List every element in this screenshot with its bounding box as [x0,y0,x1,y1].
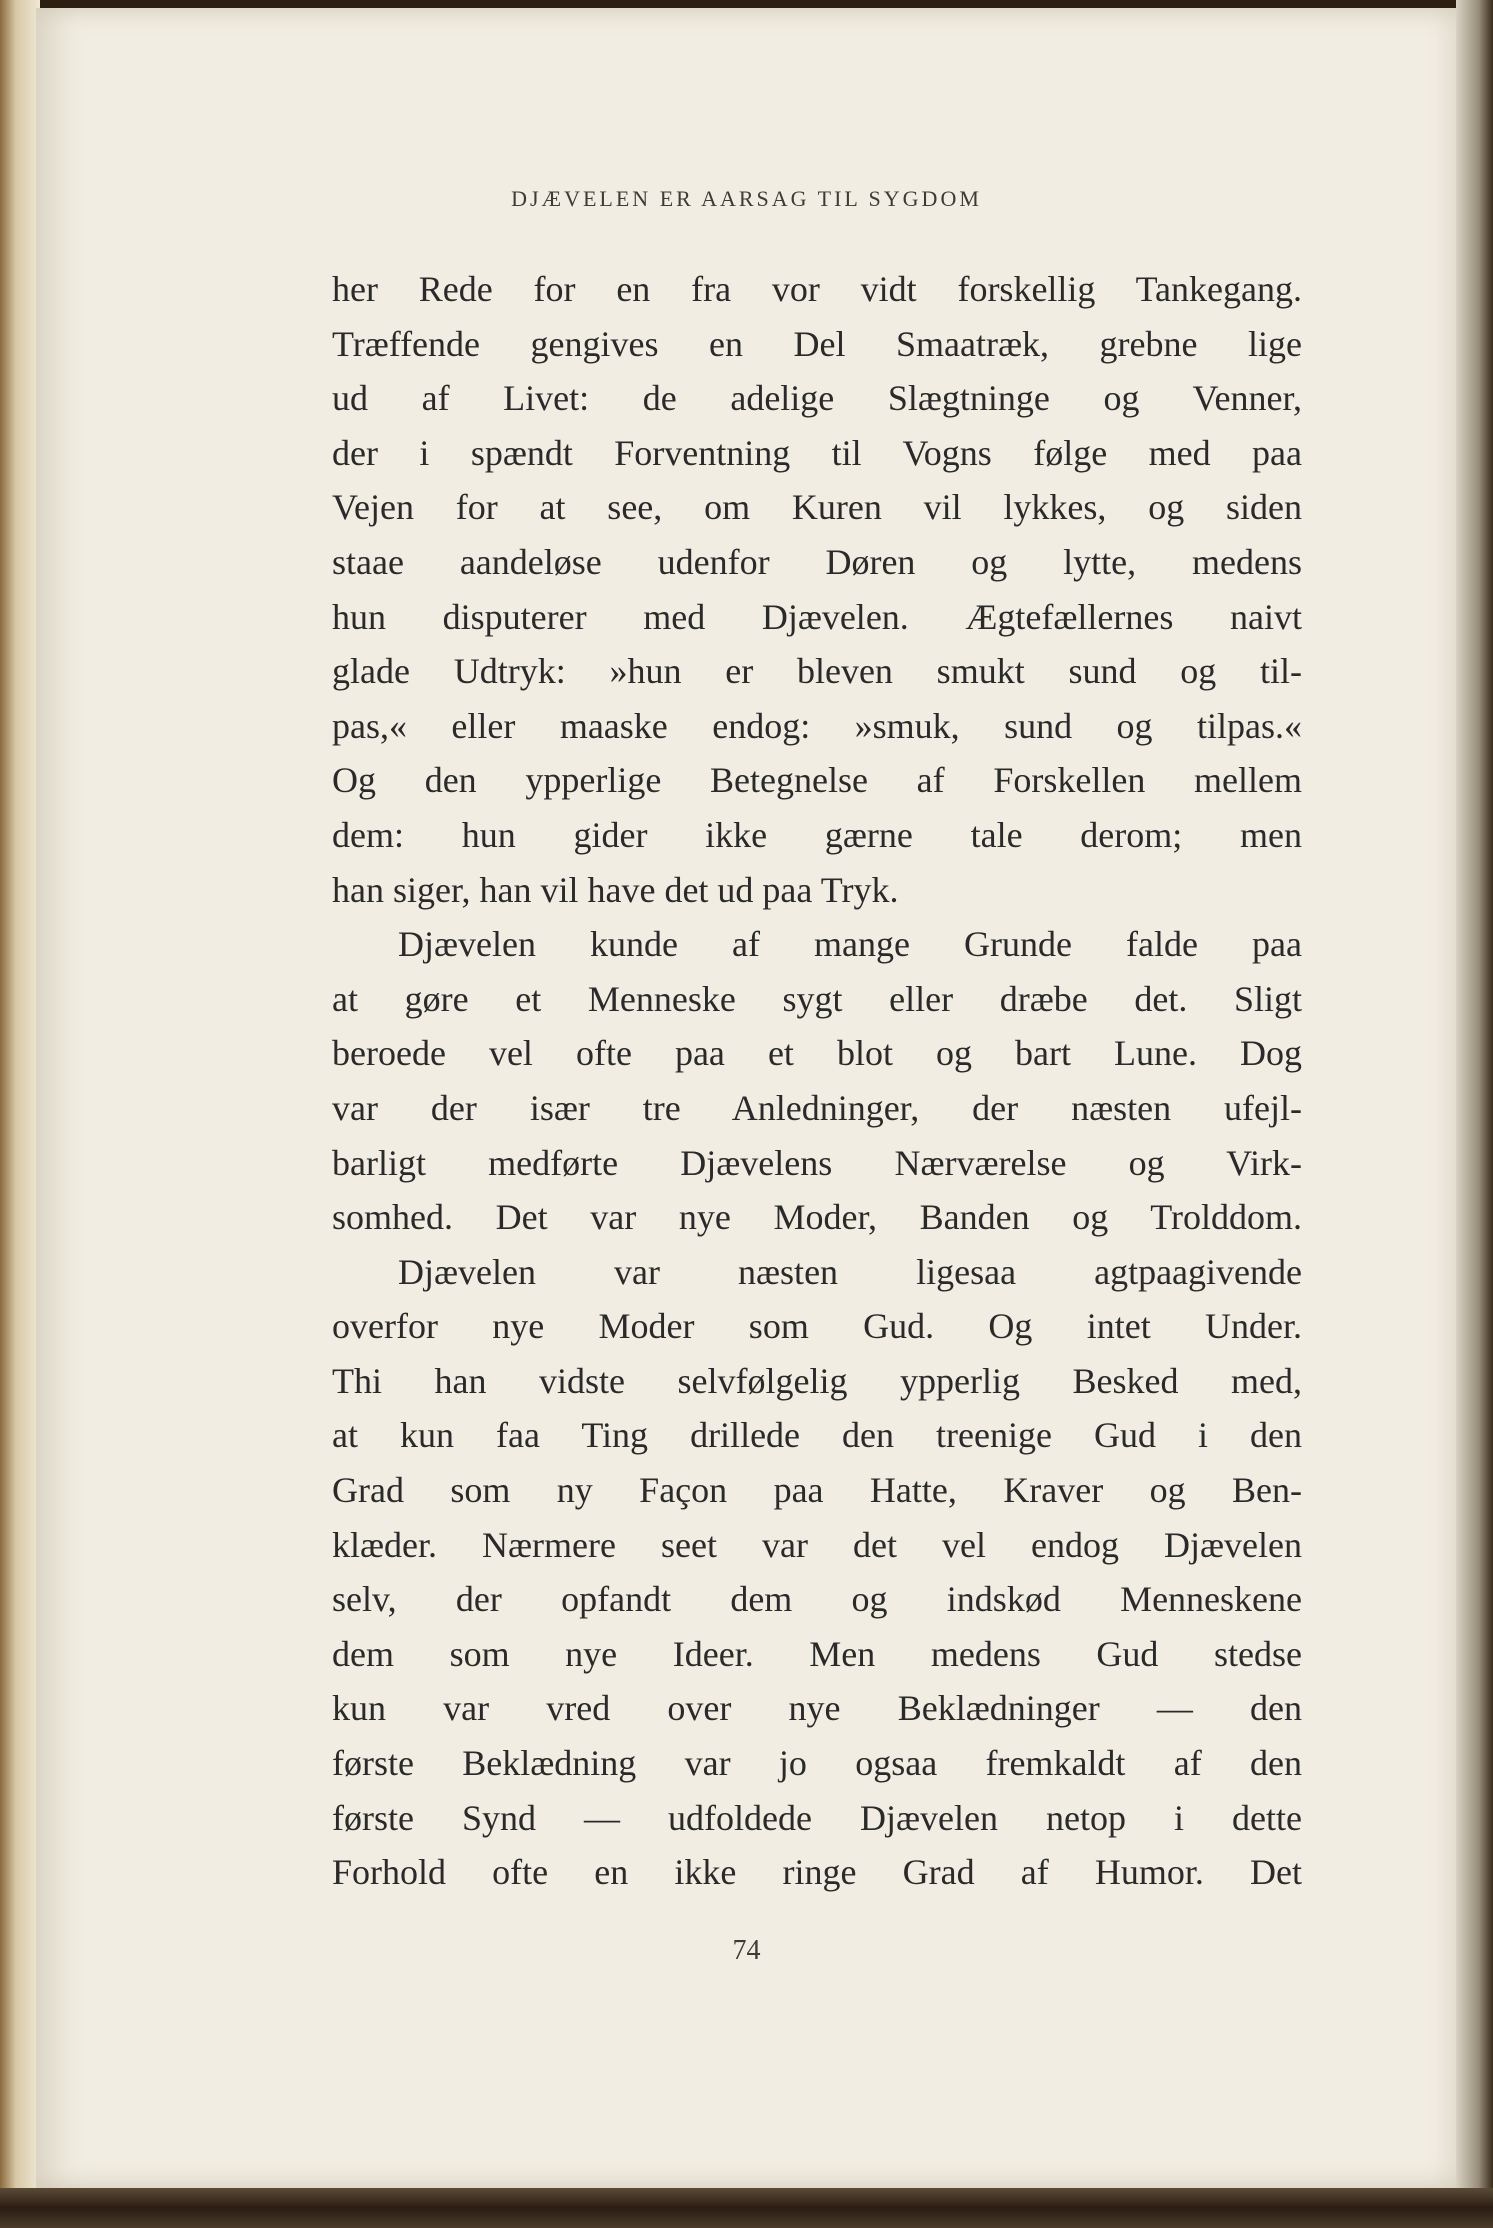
text-line: dem som nye Ideer. Men medens Gud stedse [332,1633,1302,1674]
text-line: første Beklædning var jo ogsaa fremkaldt af den [332,1743,1302,1784]
text-line: var der især tre Anledninger, der næsten ufejl- [332,1087,1302,1128]
text-line: kun var vred over nye Beklædninger — den [332,1688,1302,1729]
book-spine [0,0,40,2228]
text-line: pas,« eller maaske endog: »smuk, sund og tilpas.« [332,705,1302,746]
text-line: selv, der opfandt dem og indskød Menneskene [332,1579,1302,1620]
text-line: barligt medførte Djævelens Nærværelse og Virk- [332,1142,1302,1183]
text-line: første Synd — udfoldede Djævelen netop i dette [332,1797,1302,1838]
text-line: at gøre et Menneske sygt eller dræbe det. Sligt [332,978,1302,1019]
text-line: at kun faa Ting drillede den treenige Gud i den [332,1415,1302,1456]
running-head: DJÆVELEN ER AARSAG TIL SYGDOM [511,186,982,211]
text-line: Forhold ofte en ikke ringe Grad af Humor. Det [332,1852,1302,1893]
text-line: ud af Livet: de adelige Slægtninge og Venner, [332,378,1302,419]
text-line: Vejen for at see, om Kuren vil lykkes, og siden [332,487,1302,528]
text-line: Djævelen var næsten ligesaa agtpaagivende [398,1251,1302,1292]
page-edge-right [1456,0,1493,2228]
text-line: klæder. Nærmere seet var det vel endog Djævelen [332,1524,1302,1565]
text-line: somhed. Det var nye Moder, Banden og Trolddom. [332,1197,1302,1238]
text-line: Thi han vidste selvfølgelig ypperlig Besked med, [332,1360,1302,1401]
text-line: Grad som ny Façon paa Hatte, Kraver og Ben- [332,1470,1302,1511]
text-line: hun disputerer med Djævelen. Ægtefællernes naivt [332,596,1302,637]
text-line: staae aandeløse udenfor Døren og lytte, medens [332,541,1302,582]
text-line: Djævelen kunde af mange Grunde falde paa [398,924,1302,965]
text-line: beroede vel ofte paa et blot og bart Lune. Dog [332,1033,1302,1074]
text-line: Træffende gengives en Del Smaatræk, grebne lige [332,323,1302,364]
text-line: han siger, han vil have det ud paa Tryk. [332,869,899,910]
page-number: 74 [732,1935,761,1966]
page-edge-bottom [0,2188,1493,2228]
text-line: dem: hun gider ikke gærne tale derom; men [332,814,1302,855]
text-line: glade Udtryk: »hun er bleven smukt sund og til- [332,651,1302,692]
text-line: overfor nye Moder som Gud. Og intet Under. [332,1306,1302,1347]
text-line: der i spændt Forventning til Vogns følge med paa [332,432,1302,473]
text-line: her Rede for en fra vor vidt forskellig Tankegang. [332,269,1302,309]
body-text [332,262,1302,1900]
text-line: Og den ypperlige Betegnelse af Forskellen mellem [332,760,1302,801]
